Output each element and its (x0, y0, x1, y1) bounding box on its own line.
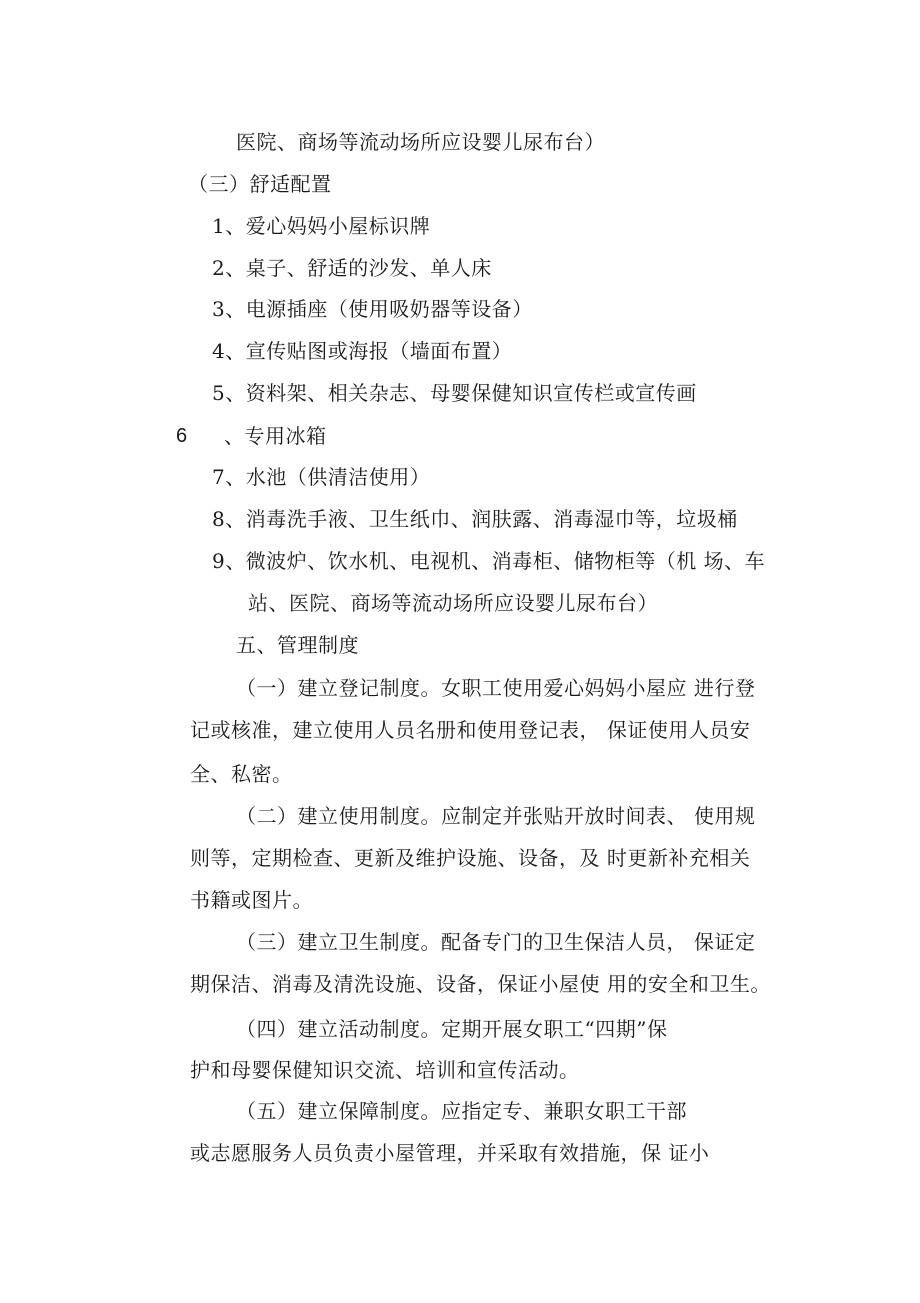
paragraph-usage-line-3: 书籍或图片。 (190, 888, 313, 912)
section-heading-management: 五、管理制度 (236, 633, 359, 657)
section-heading-comfort: （三）舒适配置 (188, 172, 332, 196)
paragraph-hygiene-line-1: （三）建立卫生制度。配备专门的卫生保洁人员， 保证定 (236, 930, 756, 954)
list-item-4: 4、宣传贴图或海报（墙面布置） (212, 339, 513, 363)
paragraph-usage-line-1: （二）建立使用制度。应制定并张贴开放时间表、 使用规 (236, 804, 756, 828)
list-item-2: 2、桌子、舒适的沙发、单人床 (212, 256, 492, 280)
list-item-9-continuation: 站、医院、商场等流动场所应设婴儿尿布台） (248, 591, 658, 615)
paragraph-guarantee-line-1: （五）建立保障制度。应指定专、兼职女职工干部 (236, 1099, 687, 1123)
list-item-8: 8、消毒洗手液、卫生纸巾、润肤露、消毒湿巾等，垃圾桶 (212, 507, 738, 531)
list-item-3: 3、电源插座（使用吸奶器等设备） (212, 297, 533, 321)
list-item-6-number: 6 (176, 425, 188, 447)
list-item-1: 1、爱心妈妈小屋标识牌 (212, 214, 431, 238)
list-item-5: 5、资料架、相关杂志、母婴保健知识宣传栏或宣传画 (212, 381, 697, 405)
paragraph-usage-line-2: 则等，定期检查、更新及维护设施、设备，及 时更新补充相关 (190, 846, 751, 870)
paragraph-registration-line-1: （一）建立登记制度。女职工使用爱心妈妈小屋应 进行登 (236, 676, 756, 700)
paragraph-guarantee-line-2: 或志愿服务人员负责小屋管理，并采取有效措施，保 证小 (190, 1141, 710, 1165)
paragraph-hygiene-line-2: 期保洁、消毒及清洗设施、设备，保证小屋使 用的安全和卫生。 (190, 972, 771, 996)
list-item-6-text: 、专用冰箱 (224, 424, 327, 448)
paragraph-activity-line-2: 护和母婴保健知识交流、培训和宣传活动。 (190, 1058, 580, 1082)
list-item-7: 7、水池（供清洁使用） (212, 465, 431, 489)
list-item-9: 9、微波炉、饮水机、电视机、消毒柜、储物柜等（机 场、车 (212, 549, 766, 573)
paragraph-activity-line-1: （四）建立活动制度。定期开展女职工“四期”保 (236, 1017, 668, 1041)
paragraph-registration-line-2: 记或核准，建立使用人员名册和使用登记表， 保证使用人员安 (190, 718, 751, 742)
paragraph-registration-line-3: 全、私密。 (190, 762, 293, 786)
text-line-continuation: 医院、商场等流动场所应设婴儿尿布台） (236, 130, 605, 154)
